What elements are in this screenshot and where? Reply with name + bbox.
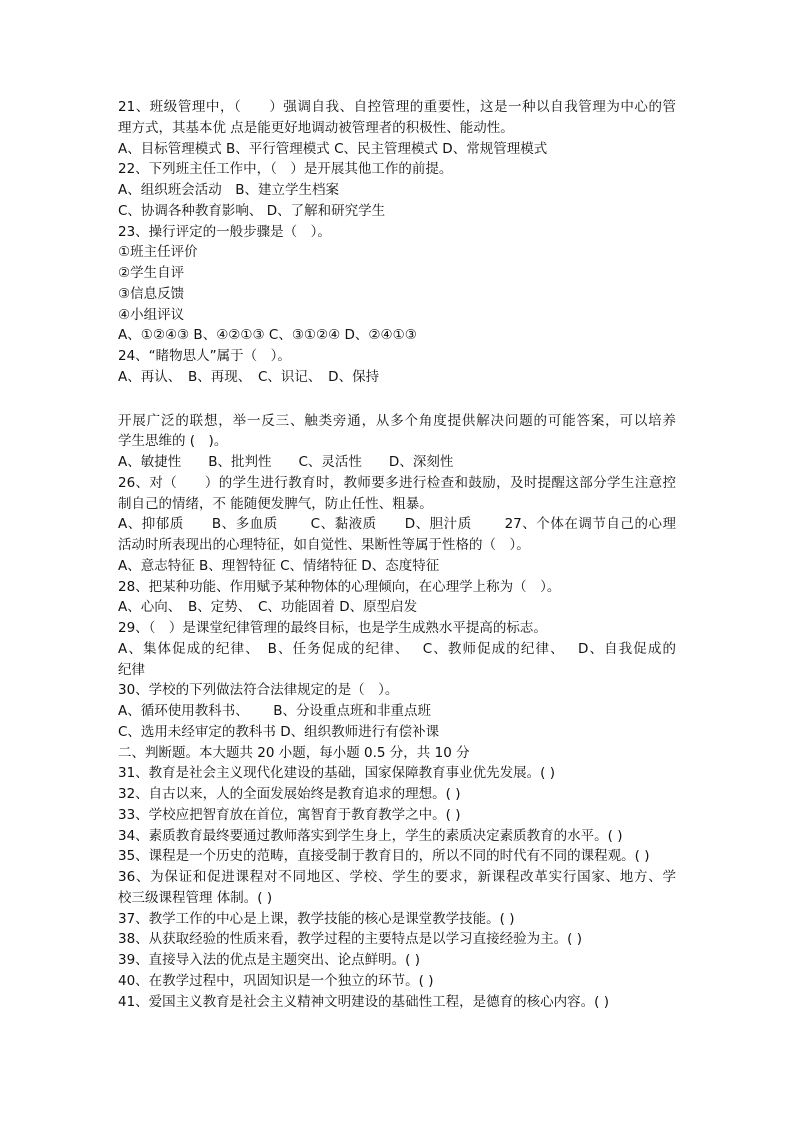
question-28-options: A、心向、 B、定势、 C、功能固着 D、原型启发	[118, 599, 418, 616]
question-21-line-2: 理方式，其基本优 点是能更好地调动被管理者的积极性、能动性。	[118, 119, 514, 136]
question-32: 32、自古以来，人的全面发展始终是教育追求的理想。( )	[118, 786, 461, 802]
question-35: 35、课程是一个历史的范畴，直接受制于教育目的，所以不同的时代有不同的课程观。( )	[118, 848, 650, 865]
question-27-line-2: 活动时所表现出的心理特征，如自觉性、果断性等属于性格的（ ）。	[118, 537, 530, 553]
question-31: 31、教育是社会主义现代化建设的基础，国家保障教育事业优先发展。( )	[118, 765, 556, 782]
question-23-options: A、①②④③ B、④②①③ C、③①②④ D、②④①③	[118, 327, 417, 344]
question-21-line-1: 21、班级管理中，（ ）强调自我、自控管理的重要性，这是一种以自我管理为中心的管	[118, 99, 676, 115]
question-30-options-cd: C、选用未经审定的教科书 D、组织教师进行有偿补课	[118, 723, 440, 740]
question-22-options-cd: C、协调各种教育影响、 D、了解和研究学生	[118, 202, 386, 219]
question-37: 37、教学工作的中心是上课，教学技能的核心是课堂教学技能。( )	[118, 910, 515, 927]
question-39: 39、直接导入法的优点是主题突出、论点鲜明。( )	[118, 952, 421, 968]
question-23-step-3: ③信息反馈	[118, 285, 185, 302]
question-23-step-4: ④小组评议	[118, 306, 185, 323]
question-23-step-1: ①班主任评价	[118, 244, 198, 261]
question-25-line-2: 学生思维的 ( )。	[118, 433, 228, 450]
question-28: 28、把某种功能、作用赋予某种物体的心理倾向，在心理学上称为（ ）。	[118, 578, 561, 595]
blank-line	[118, 388, 676, 411]
question-22: 22、下列班主任工作中，（ ）是开展其他工作的前提。	[118, 161, 453, 178]
question-23: 23、操行评定的一般步骤是（ ）。	[118, 223, 331, 240]
question-24-options: A、再认、 B、再现、 C、识记、 D、保持	[118, 368, 380, 385]
question-27-options: A、意志特征 B、理智特征 C、情绪特征 D、态度特征	[118, 557, 440, 574]
section-2-heading: 二、判断题。本大题共 20 小题，每小题 0.5 分，共 10 分	[118, 744, 470, 761]
question-29-options-line-1: A、集体促成的纪律、 B、任务促成的纪律、 C、教师促成的纪律、 D、自我促成的	[118, 640, 676, 657]
question-36-line-1: 36、为保证和促进课程对不同地区、学校、学生的要求，新课程改革实行国家、地方、学	[118, 869, 676, 885]
question-21-options: A、目标管理模式 B、平行管理模式 C、民主管理模式 D、常规管理模式	[118, 140, 548, 157]
question-24: 24、“睹物思人”属于（ ）。	[118, 348, 291, 364]
question-29-options-line-2: 纪律	[118, 661, 145, 678]
question-26-options-and-27: A、抑郁质 B、多血质 C、黏液质 D、胆汁质 27、个体在调节自己的心理	[118, 516, 676, 533]
question-33: 33、学校应把智育放在首位，寓智育于教育教学之中。( )	[118, 806, 461, 823]
question-23-step-2: ②学生自评	[118, 265, 185, 281]
question-40: 40、在教学过程中，巩固知识是一个独立的环节。( )	[118, 972, 434, 989]
question-36-line-2: 校三级课程管理 体制。( )	[118, 889, 273, 906]
question-26-line-1: 26、对（ ）的学生进行教育时，教师要多进行检查和鼓励，及时提醒这部分学生注意控	[118, 474, 676, 491]
question-26-line-2: 制自己的情绪，不 能随便发脾气，防止任性、粗暴。	[118, 495, 433, 512]
question-30-options-ab: A、循环使用教科书、 B、分设重点班和非重点班	[118, 703, 432, 719]
question-22-options-ab: A、组织班会活动 B、建立学生档案	[118, 182, 339, 198]
question-41: 41、爱国主义教育是社会主义精神文明建设的基础性工程，是德育的核心内容。( )	[118, 993, 610, 1010]
question-30: 30、学校的下列做法符合法律规定的是（ ）。	[118, 682, 399, 699]
document-page	[118, 97, 676, 1012]
question-25-line-1: 开展广泛的联想，举一反三、触类旁通，从多个角度提供解决问题的可能答案，可以培养	[118, 412, 676, 429]
question-38: 38、从获取经验的性质来看，教学过程的主要特点是以学习直接经验为主。( )	[118, 931, 583, 948]
question-25-options: A、敏捷性 B、批判性 C、灵活性 D、深刻性	[118, 454, 454, 470]
question-29: 29、（ ）是课堂纪律管理的最终目标，也是学生成熟水平提高的标志。	[118, 620, 547, 636]
question-34: 34、素质教育最终要通过教师落实到学生身上，学生的素质决定素质教育的水平。( )	[118, 827, 623, 844]
